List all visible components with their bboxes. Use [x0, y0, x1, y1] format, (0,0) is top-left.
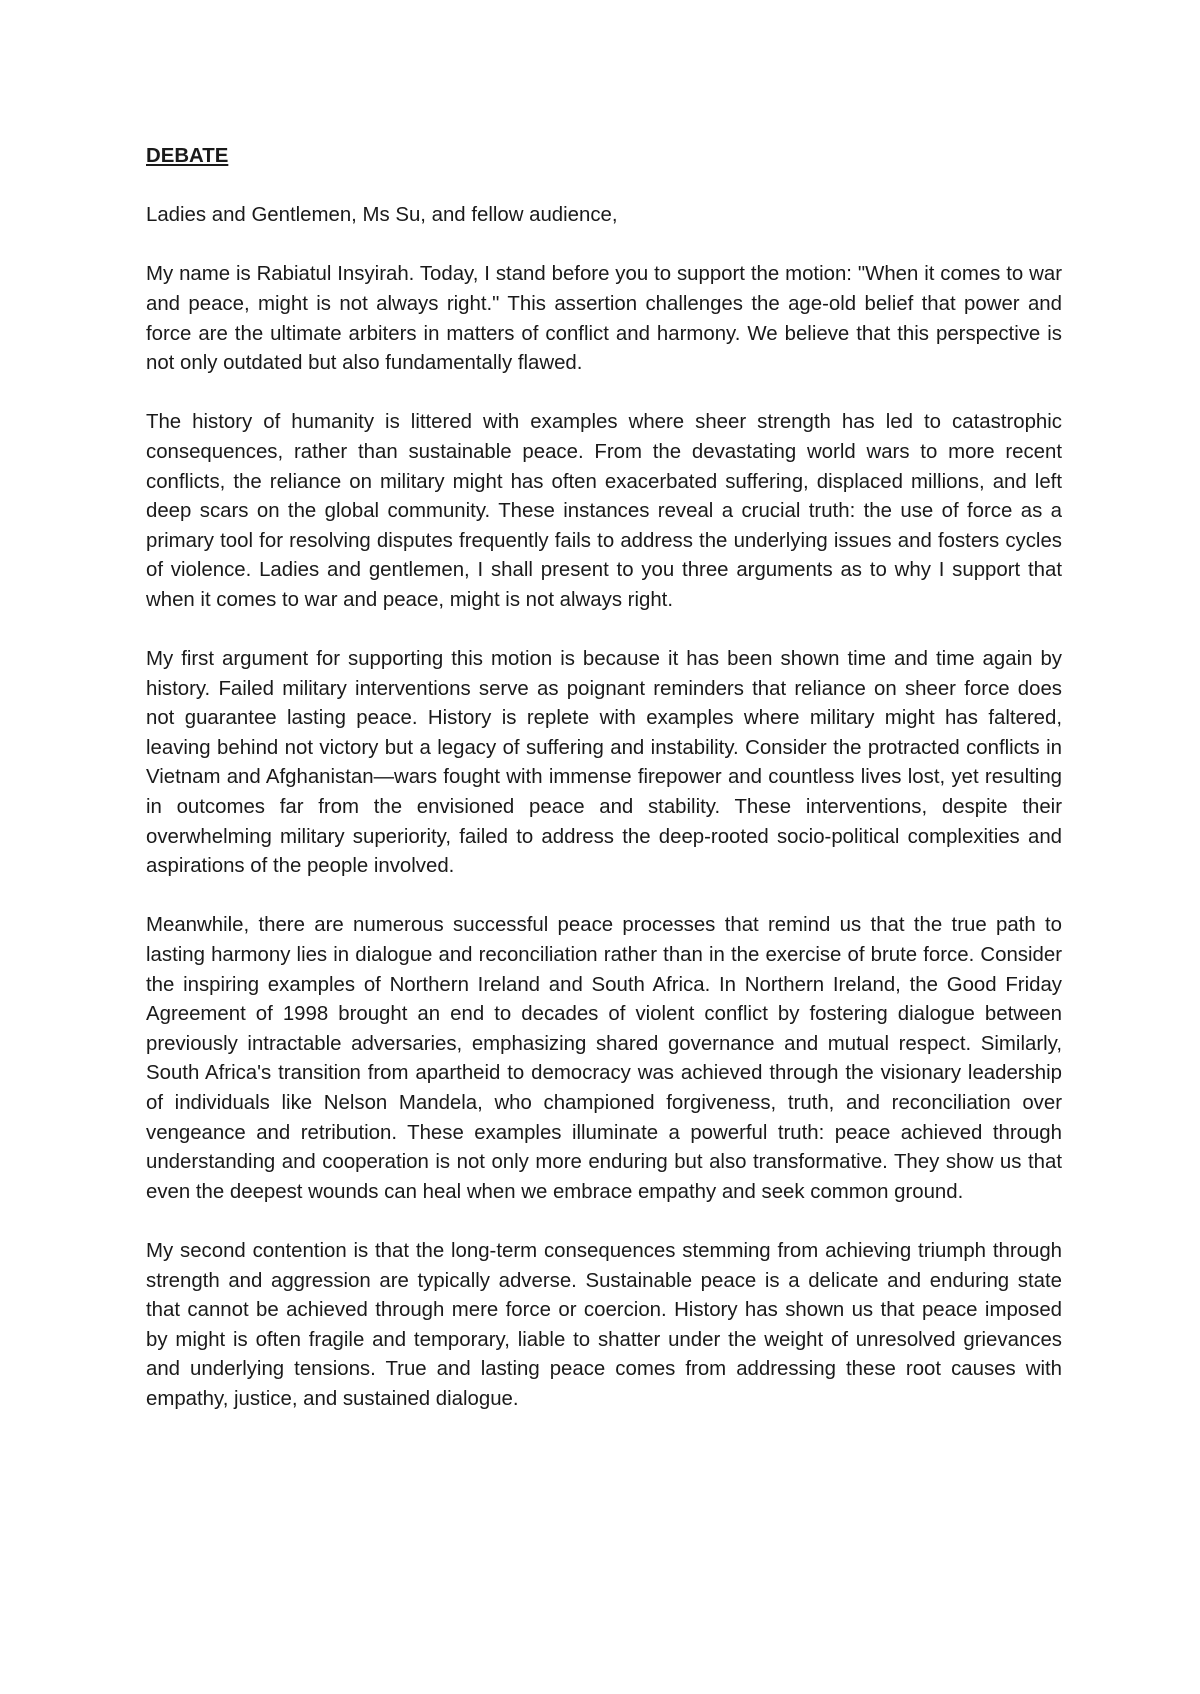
paragraph-peace-processes: Meanwhile, there are numerous successful peace processes that remind us that the true path to lasting harmony lies in dialogue and reconciliation rather than in the exercise of brute force. Consider the inspiring examples of Northern Ireland and South Africa. In Northern Ireland, the Good Friday Agreement of 1998 brought an end to decades of violent conflict by fostering dialogue between previously intractable adversaries, emphasizing shared governance and mutual respect. Similarly, South Africa's transition from apartheid to democracy was achieved through the visionary leadership of individuals like Nelson Mandela, who championed forgiveness, truth, and reconciliation over vengeance and retribution. These examples illuminate a powerful truth: peace achieved through understanding and cooperation is not only more enduring but also transformative. They show us that even the deepest wounds can heal when we embrace empathy and seek common ground.	[146, 914, 1062, 1203]
greeting-line: Ladies and Gentlemen, Ms Su, and fellow audience,	[146, 204, 618, 227]
document-title: DEBATE	[146, 145, 229, 167]
document-body	[146, 142, 1062, 1444]
paragraph-introduction: My name is Rabiatul Insyirah. Today, I stand before you to support the motion: "When it comes to war and peace, might is not always right." This assertion challenges the age-old belief that power and force are the ultimate arbiters in matters of conflict and harmony. We believe that this perspective is not only outdated but also fundamentally flawed.	[146, 263, 1062, 375]
paragraph-first-argument: My first argument for supporting this motion is because it has been shown time and time again by history. Failed military interventions serve as poignant reminders that reliance on sheer force does not guarantee lasting peace. History is replete with examples where military might has faltered, leaving behind not victory but a legacy of suffering and instability. Consider the protracted conflicts in Vietnam and Afghanistan—wars fought with immense firepower and countless lives lost, yet resulting in outcomes far from the envisioned peace and stability. These interventions, despite their overwhelming military superiority, failed to address the deep-rooted socio-political complexities and aspirations of the people involved.	[146, 648, 1062, 878]
paragraph-second-contention: My second contention is that the long-term consequences stemming from achieving triumph through strength and aggression are typically adverse. Sustainable peace is a delicate and enduring state that cannot be achieved through mere force or coercion. History has shown us that peace imposed by might is often fragile and temporary, liable to shatter under the weight of unresolved grievances and underlying tensions. True and lasting peace comes from addressing these root causes with empathy, justice, and sustained dialogue.	[146, 1239, 1062, 1410]
paragraph-history: The history of humanity is littered with examples where sheer strength has led to catastrophic consequences, rather than sustainable peace. From the devastating world wars to more recent conflicts, the reliance on military might has often exacerbated suffering, displaced millions, and left deep scars on the global community. These instances reveal a crucial truth: the use of force as a primary tool for resolving disputes frequently fails to address the underlying issues and fosters cycles of violence. Ladies and gentlemen, I shall present to you three arguments as to why I support that when it comes to war and peace, might is not always right.	[146, 411, 1062, 611]
